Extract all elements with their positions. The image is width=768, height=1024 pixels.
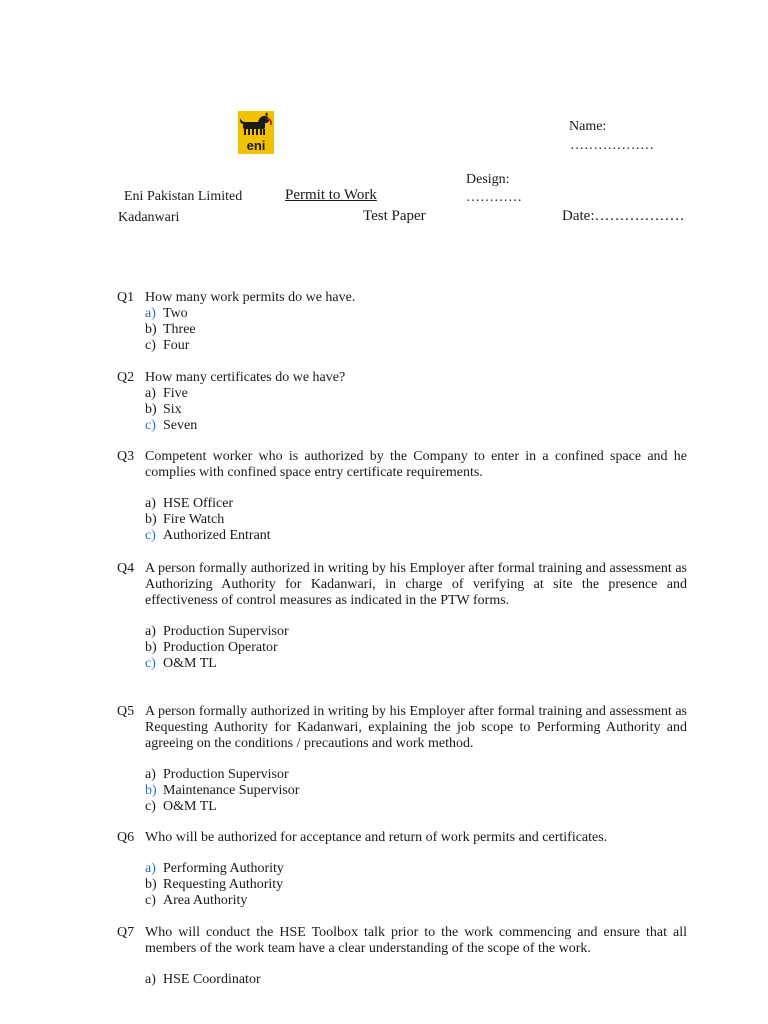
option-b: b) Three (145, 322, 196, 337)
question-3 (117, 449, 687, 544)
option-c: c) Authorized Entrant (145, 528, 271, 543)
question-1 (117, 290, 687, 354)
answer-options (145, 972, 687, 988)
answer-options (145, 767, 687, 815)
option-c: c) O&M TL (145, 799, 217, 814)
question-6 (117, 830, 687, 909)
answer-options (145, 624, 687, 672)
design-label: Design: (466, 172, 510, 187)
option-c: c) O&M TL (145, 656, 217, 671)
option-a: a) Five (145, 386, 188, 401)
document-subtitle: Test Paper (363, 208, 426, 224)
document-title: Permit to Work (285, 187, 377, 203)
question-text: Who will conduct the HSE Toolbox talk prior to the work commencing and ensure that all members of the work team have a clear understanding of the scope of the work. (145, 925, 687, 956)
eni-logo (238, 111, 274, 154)
option-a: a) Performing Authority (145, 861, 284, 876)
option-a: a) Two (145, 306, 188, 321)
option-b: b) Maintenance Supervisor (145, 783, 300, 798)
option-b: b) Requesting Authority (145, 877, 284, 892)
question-4 (117, 561, 687, 672)
question-text: A person formally authorized in writing by his Employer after formal training and assessment as Authorizing Authority for Kadanwari, in charge of verifying at site the presence and effectiveness of control measures as indicated in the PTW forms. (145, 561, 687, 608)
option-b: b) Fire Watch (145, 512, 225, 527)
question-text: How many work permits do we have. (145, 290, 356, 305)
question-text: How many certificates do we have? (145, 370, 346, 385)
option-c: c) Seven (145, 418, 198, 433)
question-number: Q3 (117, 449, 135, 464)
site-name: Kadanwari (118, 210, 180, 225)
question-number: Q1 (117, 290, 135, 305)
question-number: Q6 (117, 830, 135, 845)
question-2 (117, 370, 687, 434)
option-c: c) Four (145, 338, 190, 353)
question-7 (117, 925, 687, 988)
answer-options (145, 496, 687, 544)
question-text: A person formally authorized in writing by his Employer after formal training and assessment as Requesting Authority for Kadanwari, explaining the job scope to Performing Authority and agreeing on the conditions / precautions and work method. (145, 704, 687, 751)
option-a: a) Production Supervisor (145, 767, 289, 782)
option-a: a) HSE Officer (145, 496, 234, 511)
option-c: c) Area Authority (145, 893, 248, 908)
option-b: b) Production Operator (145, 640, 278, 655)
answer-options (145, 306, 687, 354)
name-field-dots: ……………… (570, 138, 654, 153)
question-number: Q7 (117, 925, 135, 940)
option-b: b) Six (145, 402, 182, 417)
eni-six-legged-dog-icon (238, 111, 274, 154)
question-number: Q4 (117, 561, 135, 576)
option-a: a) HSE Coordinator (145, 972, 261, 987)
design-field-dots: ………… (466, 190, 522, 205)
question-number: Q2 (117, 370, 135, 385)
date-field: Date:……………… (562, 208, 685, 224)
question-text: Who will be authorized for acceptance and return of work permits and certificates. (145, 830, 608, 845)
question-5 (117, 704, 687, 815)
name-label: Name: (569, 119, 607, 134)
option-a: a) Production Supervisor (145, 624, 289, 639)
answer-options (145, 386, 687, 434)
question-number: Q5 (117, 704, 135, 719)
question-text: Competent worker who is authorized by the Company to enter in a confined space and he complies with confined space entry certificate requirements. (145, 449, 687, 480)
logo-wordmark: eni (246, 138, 266, 153)
answer-options (145, 861, 687, 909)
company-name: Eni Pakistan Limited (124, 189, 243, 204)
